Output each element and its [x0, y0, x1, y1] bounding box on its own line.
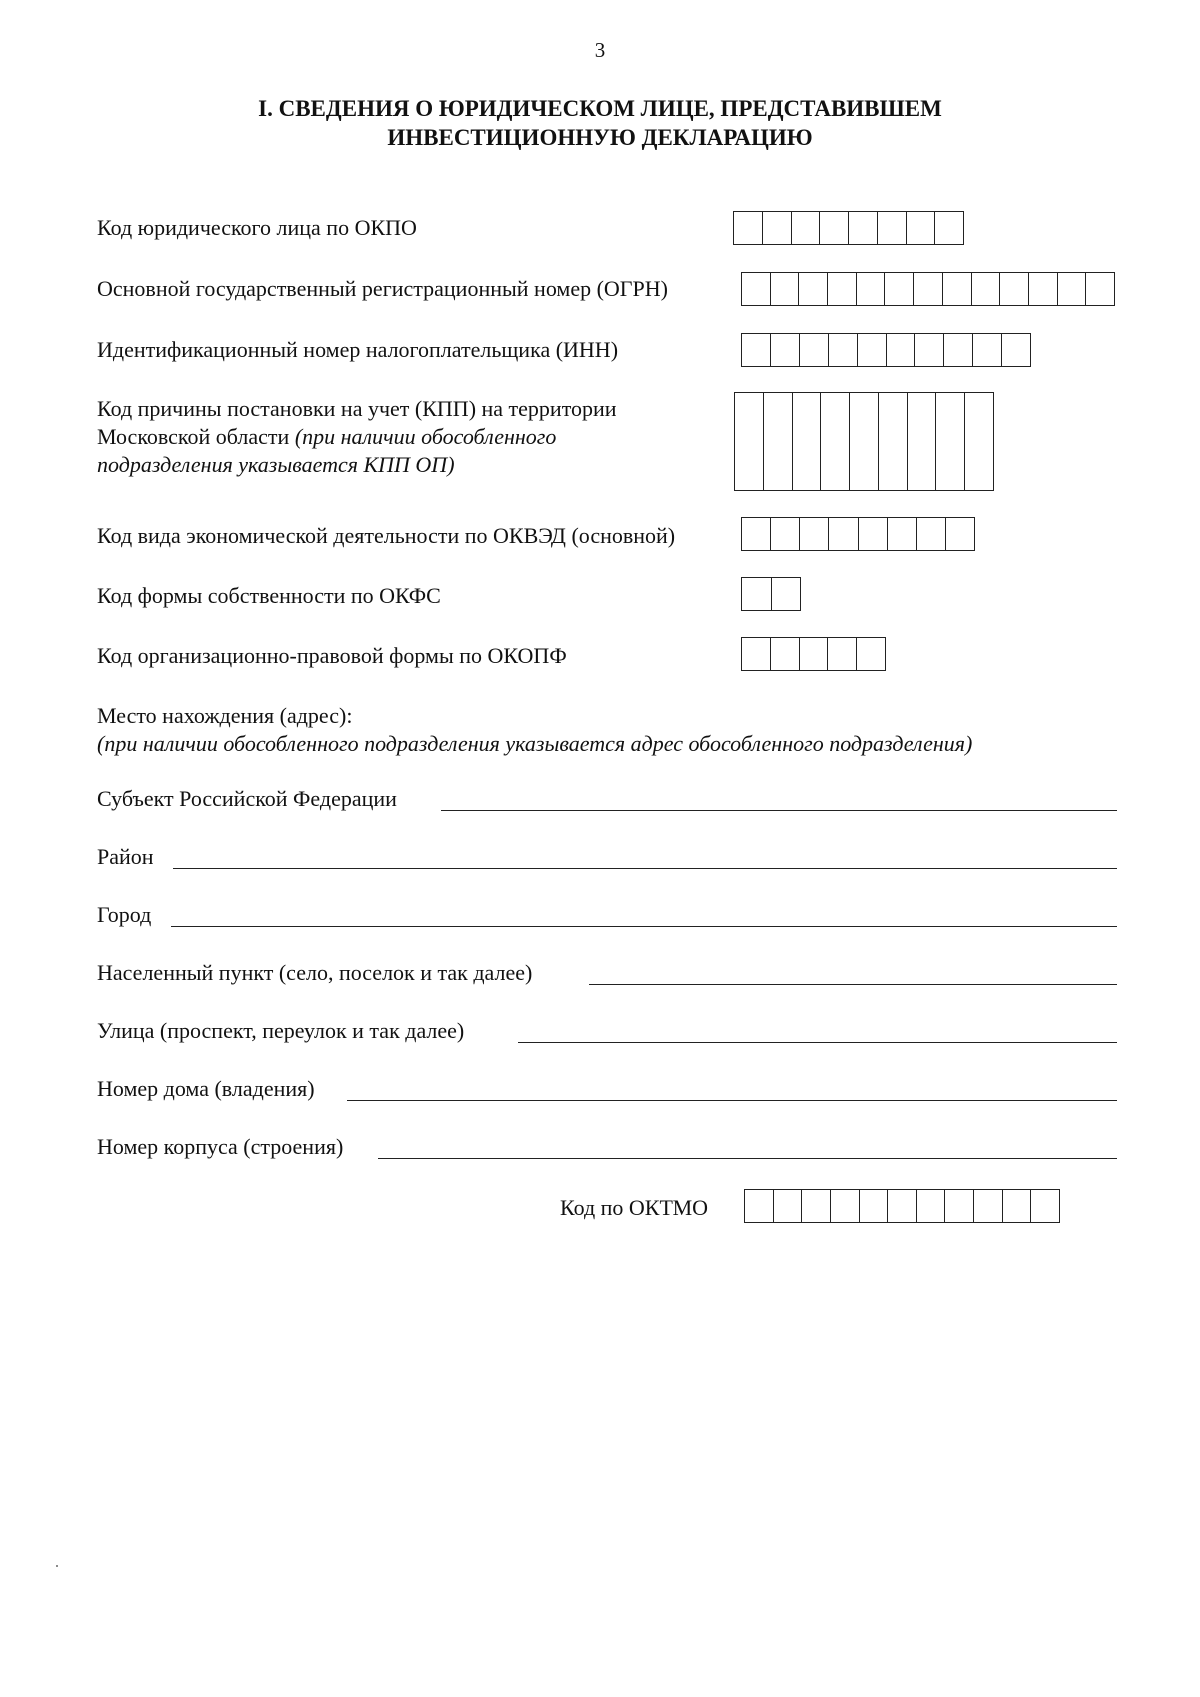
- code-cell[interactable]: [800, 638, 829, 670]
- code-cell[interactable]: [888, 1190, 917, 1222]
- code-cell[interactable]: [917, 518, 946, 550]
- subject-label: Субъект Российской Федерации: [97, 786, 397, 811]
- code-cell[interactable]: [771, 334, 800, 366]
- code-cell[interactable]: [973, 334, 1002, 366]
- code-cell[interactable]: [935, 212, 963, 244]
- okfs-code-boxes[interactable]: [741, 577, 801, 611]
- settlement-label: Населенный пункт (село, поселок и так далее): [97, 960, 533, 985]
- settlement-input-line[interactable]: [589, 984, 1117, 985]
- ogrn-code-boxes[interactable]: [741, 272, 1115, 306]
- code-cell[interactable]: [742, 638, 771, 670]
- oktmo-label: Код по ОКТМО: [560, 1195, 709, 1220]
- kpp-label-line-1: Код причины постановки на учет (КПП) на территории: [97, 396, 617, 421]
- code-cell[interactable]: [802, 1190, 831, 1222]
- code-cell[interactable]: [850, 393, 879, 490]
- code-cell[interactable]: [742, 334, 771, 366]
- page-number: 3: [594, 38, 606, 62]
- okopf-code-boxes[interactable]: [741, 637, 886, 671]
- section-title-line-2: ИНВЕСТИЦИОННУЮ ДЕКЛАРАЦИЮ: [387, 125, 813, 150]
- district-label: Район: [97, 844, 154, 869]
- code-cell[interactable]: [800, 334, 829, 366]
- kpp-code-boxes[interactable]: [734, 392, 994, 491]
- code-cell[interactable]: [735, 393, 764, 490]
- code-cell[interactable]: [734, 212, 763, 244]
- code-cell[interactable]: [936, 393, 965, 490]
- building-label: Номер корпуса (строения): [97, 1134, 344, 1159]
- code-cell[interactable]: [831, 1190, 860, 1222]
- code-cell[interactable]: [1086, 273, 1114, 305]
- house-input-line[interactable]: [347, 1100, 1117, 1101]
- okfs-label: Код формы собственности по ОКФС: [97, 583, 441, 608]
- okpo-label: Код юридического лица по ОКПО: [97, 215, 417, 240]
- code-cell[interactable]: [764, 393, 793, 490]
- code-cell[interactable]: [860, 1190, 889, 1222]
- code-cell[interactable]: [772, 578, 801, 610]
- code-cell[interactable]: [878, 212, 907, 244]
- kpp-label-line-2: [97, 423, 717, 451]
- code-cell[interactable]: [914, 273, 943, 305]
- code-cell[interactable]: [821, 393, 850, 490]
- code-cell[interactable]: [828, 273, 857, 305]
- house-label: Номер дома (владения): [97, 1076, 315, 1101]
- code-cell[interactable]: [885, 273, 914, 305]
- code-cell[interactable]: [907, 212, 936, 244]
- kpp-label-region: Московской области: [97, 424, 295, 449]
- code-cell[interactable]: [800, 518, 829, 550]
- code-cell[interactable]: [820, 212, 849, 244]
- kpp-label-note-end: подразделения указывается КПП ОП): [97, 452, 455, 477]
- code-cell[interactable]: [857, 273, 886, 305]
- inn-code-boxes[interactable]: [741, 333, 1031, 367]
- okved-label: Код вида экономической деятельности по ОКВЭД (основной): [97, 523, 676, 548]
- code-cell[interactable]: [828, 638, 857, 670]
- code-cell[interactable]: [946, 518, 974, 550]
- inn-label: Идентификационный номер налогоплательщика (ИНН): [97, 337, 619, 362]
- code-cell[interactable]: [771, 518, 800, 550]
- code-cell[interactable]: [974, 1190, 1003, 1222]
- scan-speck: [56, 1565, 58, 1567]
- code-cell[interactable]: [771, 638, 800, 670]
- street-input-line[interactable]: [518, 1042, 1117, 1043]
- code-cell[interactable]: [793, 393, 822, 490]
- address-note: (при наличии обособленного подразделения указывается адрес обособленного подразделения): [97, 731, 973, 756]
- code-cell[interactable]: [972, 273, 1001, 305]
- okpo-code-boxes[interactable]: [733, 211, 964, 245]
- city-input-line[interactable]: [171, 926, 1117, 927]
- code-cell[interactable]: [742, 518, 771, 550]
- district-input-line[interactable]: [173, 868, 1117, 869]
- section-title-line-1: I. СВЕДЕНИЯ О ЮРИДИЧЕСКОМ ЛИЦЕ, ПРЕДСТАВИВШЕМ: [258, 96, 942, 121]
- code-cell[interactable]: [917, 1190, 946, 1222]
- code-cell[interactable]: [829, 334, 858, 366]
- code-cell[interactable]: [879, 393, 908, 490]
- code-cell[interactable]: [829, 518, 858, 550]
- code-cell[interactable]: [774, 1190, 803, 1222]
- code-cell[interactable]: [742, 273, 771, 305]
- code-cell[interactable]: [859, 518, 888, 550]
- code-cell[interactable]: [1058, 273, 1087, 305]
- code-cell[interactable]: [888, 518, 917, 550]
- code-cell[interactable]: [1003, 1190, 1032, 1222]
- code-cell[interactable]: [1000, 273, 1029, 305]
- building-input-line[interactable]: [378, 1158, 1117, 1159]
- street-label: Улица (проспект, переулок и так далее): [97, 1018, 465, 1043]
- code-cell[interactable]: [849, 212, 878, 244]
- code-cell[interactable]: [771, 273, 800, 305]
- okved-code-boxes[interactable]: [741, 517, 975, 551]
- code-cell[interactable]: [945, 1190, 974, 1222]
- code-cell[interactable]: [965, 393, 993, 490]
- code-cell[interactable]: [745, 1190, 774, 1222]
- code-cell[interactable]: [943, 273, 972, 305]
- code-cell[interactable]: [1002, 334, 1030, 366]
- code-cell[interactable]: [857, 638, 885, 670]
- code-cell[interactable]: [1031, 1190, 1059, 1222]
- code-cell[interactable]: [887, 334, 916, 366]
- code-cell[interactable]: [799, 273, 828, 305]
- code-cell[interactable]: [742, 578, 772, 610]
- city-label: Город: [97, 902, 152, 927]
- ogrn-label: Основной государственный регистрационный номер (ОГРН): [97, 276, 668, 301]
- subject-input-line[interactable]: [441, 810, 1117, 811]
- code-cell[interactable]: [944, 334, 973, 366]
- code-cell[interactable]: [763, 212, 792, 244]
- oktmo-code-boxes[interactable]: [744, 1189, 1060, 1223]
- kpp-label: [97, 395, 717, 479]
- kpp-label-note-start: (при наличии обособленного: [294, 424, 557, 449]
- code-cell[interactable]: [908, 393, 937, 490]
- okopf-label: Код организационно-правовой формы по ОКОПФ: [97, 643, 567, 668]
- address-heading: Место нахождения (адрес):: [97, 703, 353, 728]
- code-cell[interactable]: [1029, 273, 1058, 305]
- code-cell[interactable]: [915, 334, 944, 366]
- code-cell[interactable]: [792, 212, 821, 244]
- code-cell[interactable]: [858, 334, 887, 366]
